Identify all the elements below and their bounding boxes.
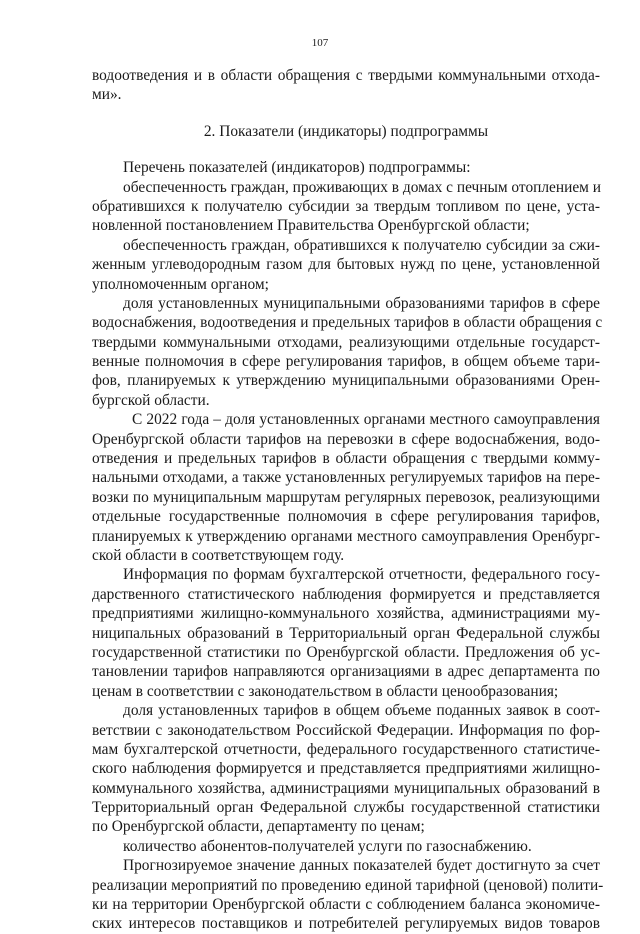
text-line: реализации мероприятий по проведению единой тарифной (ценовой) полити- (92, 876, 604, 894)
text-line: уполномоченным органом; (92, 275, 269, 293)
text-line: коммунального хозяйства, администрациями муниципальных образований в (92, 779, 600, 797)
text-line: предприятиями жилищно-коммунального хозяйства, администрациями му- (92, 605, 600, 623)
text-line: ветствии с законодательством Российской Федерации. Информация по фор- (92, 721, 600, 739)
text-line: планируемых к утверждению органами местного самоуправления Оренбург- (92, 527, 600, 545)
text-line: отдельные государственные полномочия в сфере регулирования тарифов, (92, 508, 600, 526)
text-line: доля установленных муниципальными образованиями тарифов в сфере (123, 294, 600, 312)
text-line: водоотведения и в области обращения с твердыми коммунальными отхода- (92, 67, 600, 84)
text-line: фов, планируемых к утверждению муниципальными образованиями Орен- (92, 372, 600, 390)
text-line: тановлении тарифов направляются организациями в адрес департамента по (92, 663, 600, 681)
text-line: ценам в соответствии с законодательством в области ценообразования; (92, 682, 559, 700)
text-line: нальными отходами, а также установленных регулируемых тарифов на пере- (92, 469, 600, 487)
text-line: новленной постановлением Правительства Оренбургской области; (92, 217, 530, 235)
text-line: женным углеводородным газом для бытовых нужд по цене, установленной (92, 256, 600, 274)
text-line: отведения и предельных тарифов в области обращения с твердыми комму- (92, 450, 600, 468)
text-line: ских интересов поставщиков и потребителей регулируемых видов товаров (92, 915, 600, 933)
text-line: дарственного статистического наблюдения формируется и представляется (92, 585, 600, 603)
paragraphs (92, 158, 604, 934)
text-line: ки на территории Оренбургской области с соблюдением баланса экономиче- (92, 896, 600, 914)
text-line: количество абонентов-получателей услуги по газоснабжению. (123, 837, 532, 855)
text-line: доля установленных тарифов в общем объеме поданных заявок в соот- (123, 702, 600, 720)
text-line: по Оренбургской области, департаменту по ценам; (92, 818, 425, 836)
text-line: ского наблюдения формируется и представляется предприятиями жилищно- (92, 760, 600, 778)
text-line: ми». (92, 86, 122, 104)
text-line: обратившихся к получателю субсидии за твердым топливом по цене, уста- (92, 197, 600, 215)
section-heading: 2. Показатели (индикаторы) подпрограммы (203, 122, 489, 140)
text-line: мам бухгалтерской отчетности, федерального государственного статистиче- (92, 740, 600, 758)
text-line: Информация по формам бухгалтерской отчетности, федерального госу- (123, 566, 600, 584)
document-body (92, 66, 604, 934)
paragraph-continuation (92, 66, 600, 105)
text-line: Прогнозируемое значение данных показателей будет достигнуто за счет (123, 857, 600, 875)
text-line: водоснабжения, водоотведения и предельных тарифов в области обращения с (92, 314, 603, 332)
text-line: обеспеченность граждан, обратившихся к получателю субсидии за сжи- (123, 236, 600, 254)
page-number: 107 (311, 37, 329, 49)
text-line: венные полномочия в сфере регулирования тарифов, в общем объеме тари- (92, 353, 600, 371)
text-line: Перечень показателей (индикаторов) подпрограммы: (123, 159, 471, 177)
text-line: ской области в соответствующем году. (92, 546, 345, 564)
text-line: обеспеченность граждан, проживающих в домах с печным отоплением и (123, 178, 602, 196)
text-line: государственной статистики по Оренбургской области. Предложения об ус- (92, 643, 600, 661)
text-line: С 2022 года – доля установленных органами местного самоуправления (132, 411, 600, 429)
text-line: возки по муниципальным маршрутам регулярных перевозок, реализующими (92, 488, 600, 506)
text-line: Оренбургской области тарифов на перевозки в сфере водоснабжения, водо- (92, 430, 600, 448)
text-line: ниципальных образований в Территориальный орган Федеральной службы (92, 624, 600, 642)
text-line: твердыми коммунальными отходами, реализующими отдельные государст- (92, 333, 600, 351)
text-line: бургской области. (92, 391, 210, 409)
text-line: Территориальный орган Федеральной службы государственной статистики (92, 799, 600, 817)
